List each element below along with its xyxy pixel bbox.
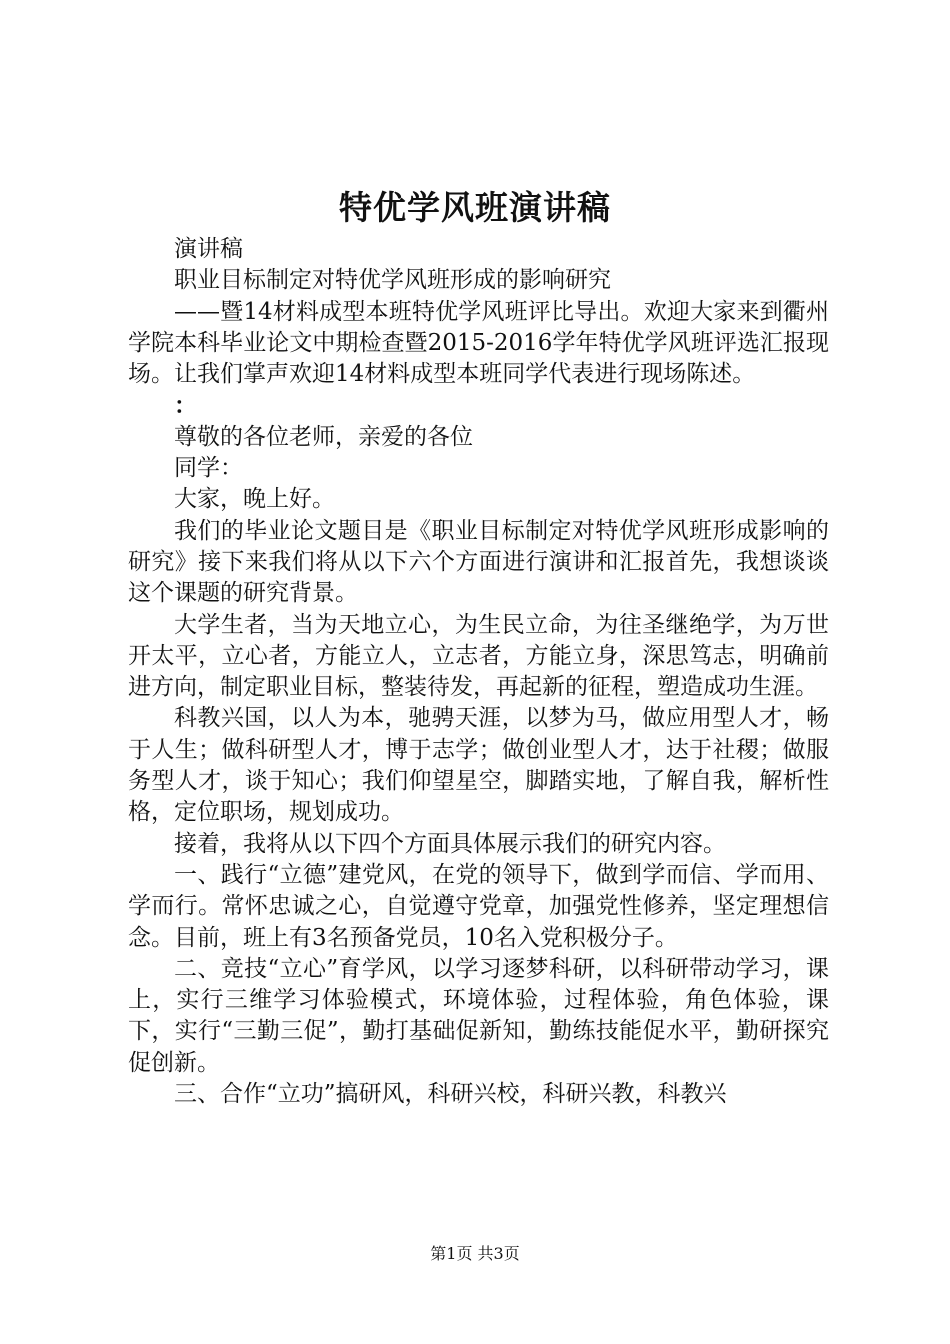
paragraph: ——暨14材料成型本班特优学风班评比导出。欢迎大家来到衢州学院本科毕业论文中期检查暨2015-2016学年特优学风班评选汇报现场。让我们掌声欢迎14材料成型本班同学代表进行现场陈述。 — [128, 298, 829, 388]
paragraph: 同学： — [174, 455, 243, 482]
paragraph: 我们的毕业论文题目是《职业目标制定对特优学风班形成影响的研究》接下来我们将从以下六个方面进行演讲和汇报首先，我想谈谈这个课题的研究背景。 — [128, 517, 829, 607]
page-footer: 第1页 共3页 — [430, 1244, 520, 1263]
paragraph: 大家，晚上好。 — [174, 486, 335, 513]
paragraph: ： — [174, 392, 197, 420]
document-title: 特优学风班演讲稿 — [339, 188, 611, 227]
paragraph: 尊敬的各位老师，亲爱的各位 — [174, 423, 473, 450]
document-body — [128, 234, 829, 1110]
paragraph: 接着，我将从以下四个方面具体展示我们的研究内容。 — [174, 830, 726, 857]
paragraph: 一、践行“立德”建党风，在党的领导下，做到学而信、学而用、学而行。常怀忠诚之心，自觉遵守党章，加强党性修养，坚定理想信念。目前，班上有3名预备党员，10名入党积极分子。 — [128, 861, 829, 951]
paragraph: 三、合作“立功”搞研风，科研兴校，科研兴教，科教兴 — [174, 1081, 727, 1108]
paragraph: 科教兴国，以人为本，驰骋天涯，以梦为马，做应用型人才，畅于人生；做科研型人才，博于志学；做创业型人才，达于社稷；做服务型人才，谈于知心；我们仰望星空，脚踏实地，了解自我，解析性格，定位职场，规划成功。 — [128, 705, 829, 826]
paragraph: 演讲稿 — [174, 236, 243, 262]
paragraph: 大学生者，当为天地立心，为生民立命，为往圣继绝学，为万世开太平，立心者，方能立人，立志者，方能立身，深思笃志，明确前进方向，制定职业目标，整装待发，再起新的征程，塑造成功生涯。 — [128, 611, 829, 701]
paragraph: 二、竞技“立心”育学风，以学习逐梦科研，以科研带动学习，课上，实行三维学习体验模式，环境体验，过程体验，角色体验，课下，实行“三勤三促”，勤打基础促新知，勤练技能促水平，勤研探究促创新。 — [128, 955, 829, 1076]
paragraph: 职业目标制定对特优学风班形成的影响研究 — [174, 267, 611, 294]
